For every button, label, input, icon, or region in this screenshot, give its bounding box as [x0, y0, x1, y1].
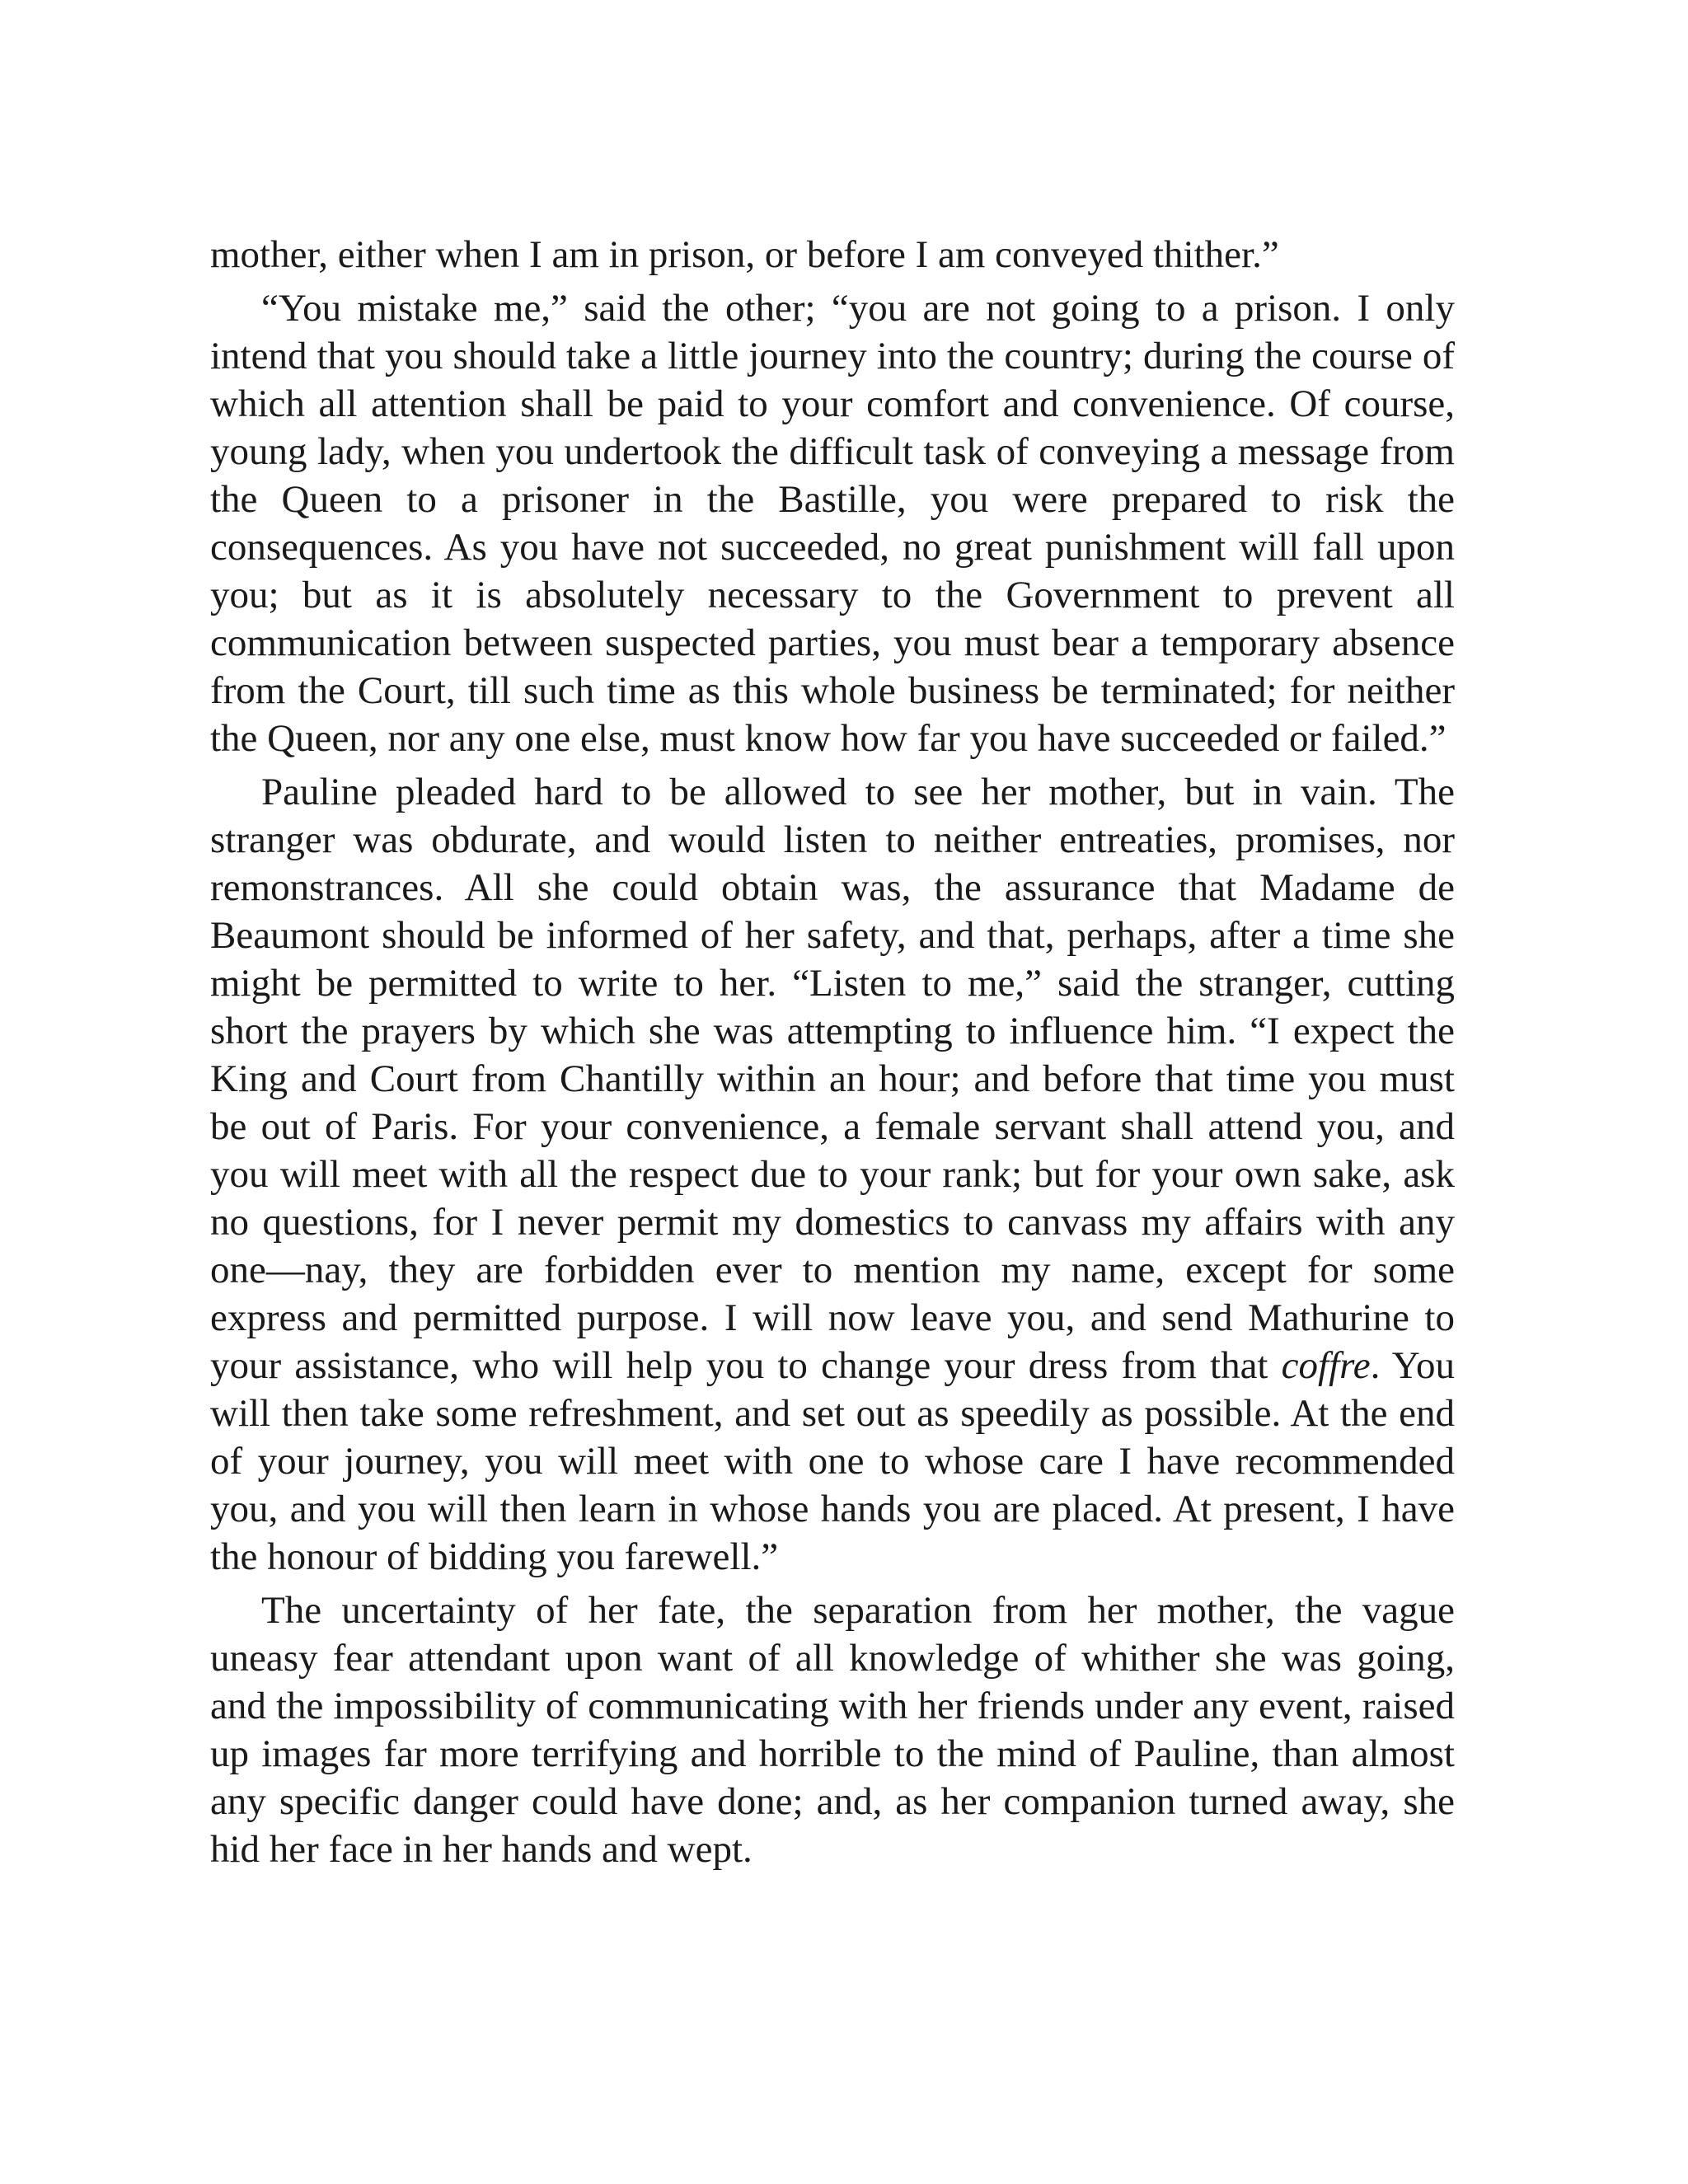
paragraph-3 [210, 768, 1455, 1581]
paragraph-4: The uncertainty of her fate, the separation from her mother, the vague uneasy fear attendant upon want of all knowledge of whither she was going, and the impossibility of communicating with her friends under any event, raised up images far more terrifying and horrible to the mind of Pauline, than almost any specific danger could have done; and, as her companion turned away, she hid her face in her hands and wept. [210, 1589, 1455, 1871]
paragraph-1: mother, either when I am in prison, or before I am conveyed thither.” [210, 233, 1279, 276]
paragraph-3-text-after: . You will then take some refreshment, and set out as speedily as possible. At the end of your journey, you will meet with one to whose care I have recommended you, and you will then learn in whose hands you are placed. At present, I have the honour of bidding you farewell.” [210, 1344, 1455, 1578]
paragraph-3-text-before: Pauline pleaded hard to be allowed to see her mother, but in vain. The stranger was obdurate, and would listen to neither entreaties, promises, nor remonstrances. All she could obtain was, the assurance that Madame de Beaumont should be informed of her safety, and that, perhaps, after a time she might be permitted to write to her. “Listen to me,” said the stranger, cutting short the prayers by which she was attempting to influence him. “I expect the King and Court from Chantilly within an hour; and before that time you must be out of Paris. For your convenience, a female servant shall attend you, and you will meet with all the respect due to your rank; but for your own sake, ask no questions, for I never permit my domestics to canvass my affairs with any one—nay, they are forbidden ever to mention my name, except for some express and permitted purpose. I will now leave you, and send Mathurine to your assistance, who will help you to change your dress from that [210, 771, 1455, 1387]
italic-word-coffre: coffre [1281, 1344, 1371, 1387]
paragraph-2: “You mistake me,” said the other; “you are not going to a prison. I only intend that you should take a little journey into the country; during the course of which all attention shall be paid to your comfort and convenience. Of course, young lady, when you undertook the difficult task of conveying a message from the Queen to a prisoner in the Bastille, you were prepared to risk the consequences. As you have not succeeded, no great punishment will fall upon you; but as it is absolutely necessary to the Government to prevent all communication between suspected parties, you must bear a temporary absence from the Court, till such time as this whole business be terminated; for neither the Queen, nor any one else, must know how far you have succeeded or failed.” [210, 287, 1455, 760]
page-body [210, 231, 1455, 1879]
